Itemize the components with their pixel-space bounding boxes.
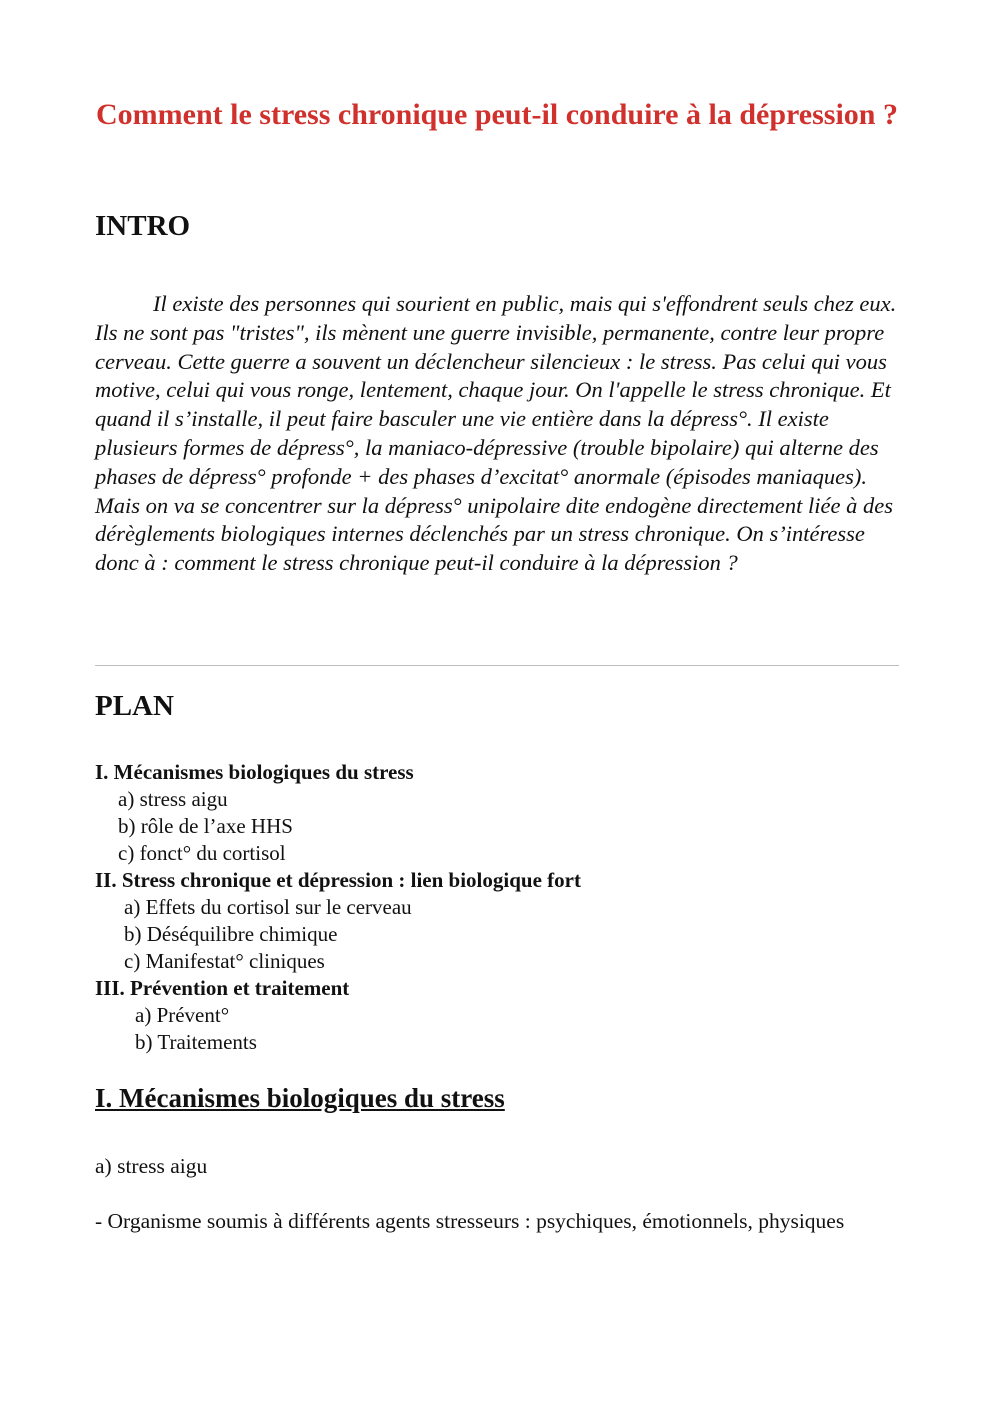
section-1-subheading-a: a) stress aigu <box>95 1154 208 1178</box>
plan-outline <box>95 759 899 1056</box>
plan-part-1-title: I. Mécanismes biologiques du stress <box>95 760 414 784</box>
plan-part-2-item: b) Déséquilibre chimique <box>124 922 338 946</box>
plan-part-3-title: III. Prévention et traitement <box>95 976 350 1000</box>
plan-heading: PLAN <box>95 690 174 722</box>
intro-heading: INTRO <box>95 210 191 242</box>
document-title: Comment le stress chronique peut-il conduire à la dépression ? <box>96 98 898 131</box>
plan-part-1-item: a) stress aigu <box>118 787 228 811</box>
section-1-paragraph: - Organisme soumis à différents agents stresseurs : psychiques, émotionnels, physiques <box>95 1209 845 1233</box>
horizontal-divider <box>95 665 899 666</box>
plan-part-2-item: a) Effets du cortisol sur le cerveau <box>124 895 412 919</box>
section-1-heading: I. Mécanismes biologiques du stress <box>95 1083 505 1113</box>
plan-part-3-item: a) Prévent° <box>135 1003 230 1027</box>
plan-part-3-item: b) Traitements <box>135 1030 257 1054</box>
plan-part-2-title: II. Stress chronique et dépression : lien biologique fort <box>95 868 581 892</box>
plan-part-1-item: c) fonct° du cortisol <box>118 841 286 865</box>
plan-part-2-item: c) Manifestat° cliniques <box>124 949 325 973</box>
plan-part-1-item: b) rôle de l’axe HHS <box>118 814 293 838</box>
intro-paragraph: Il existe des personnes qui sourient en public, mais qui s'effondrent seuls chez eux. Ils ne sont pas "tristes", ils mènent une guerre invisible, permanente, contre leur propre cerveau. Cette guerre a souvent un déclencheur silencieux : le stress. Pas celui qui vous motive, celui qui vous ronge, lentement, chaque jour. On l'appelle le stress chronique. Et quand il s’installe, il peut faire basculer une vie entière dans la dépress°. Il existe plusieurs formes de dépress°, la maniaco-dépressive (trouble bipolaire) qui alterne des phases de dépress° profonde + des phases d’excitat° anormale (épisodes maniaques). Mais on va se concentrer sur la dépress° unipolaire dite endogène directement liée à des dérèglements biologiques internes déclenchés par un stress chronique. On s’intéresse donc à : comment le stress chronique peut-il conduire à la dépression ? <box>95 291 897 576</box>
